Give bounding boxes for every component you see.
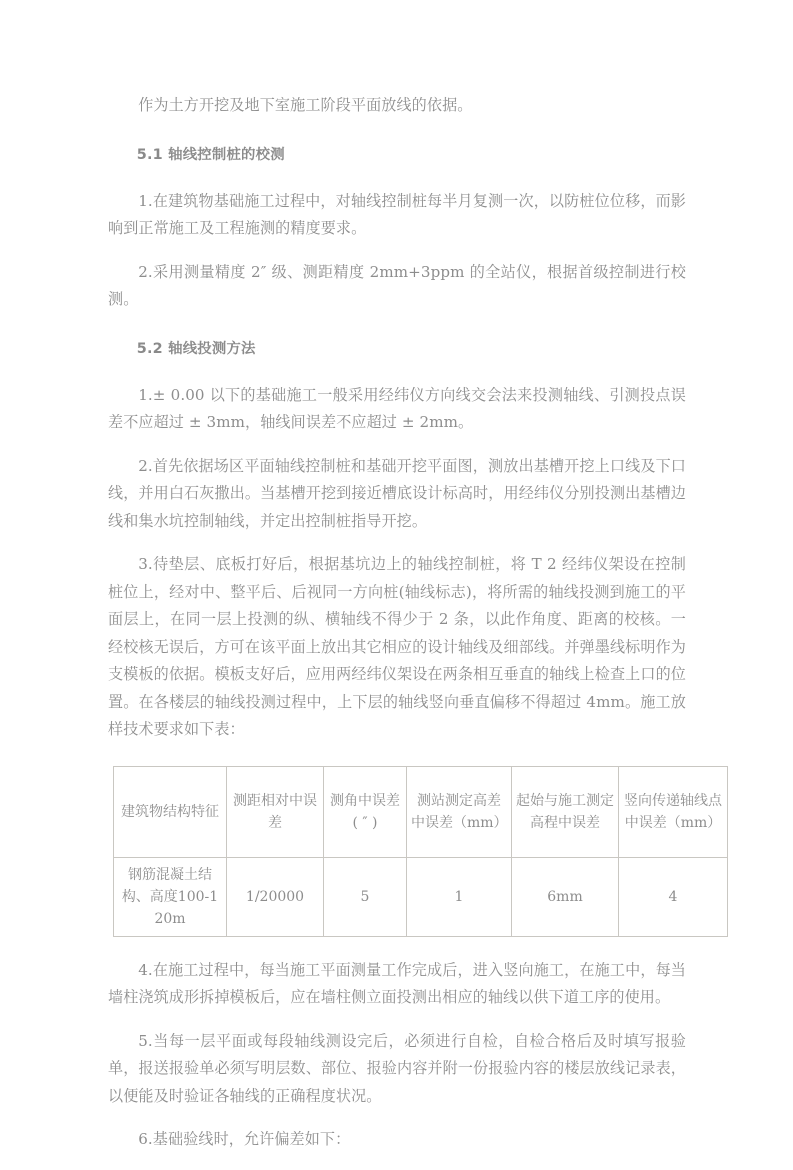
section-5-2-paragraph-4: 4.在施工过程中，每当施工平面测量工作完成后，进入竖向施工，在施工中，每当墙柱浇筑成形拆掉模板后，应在墙柱侧立面投测出相应的轴线以供下道工序的使用。 — [108, 960, 686, 1006]
section-5-2-paragraph-1: 1.± 0.00 以下的基础施工一般采用经纬仪方向线交会法来投测轴线、引测投点误差不应超过 ± 3mm，轴线间误差不应超过 ± 2mm。 — [108, 385, 686, 431]
construction-tolerance-table — [113, 766, 728, 937]
table-header-cell-5: 竖向传递轴线点中误差（mm） — [619, 766, 728, 857]
table-header-cell-4: 起始与施工测定高程中误差 — [512, 766, 619, 857]
table-cell-angle-error: 5 — [324, 857, 407, 936]
table-cell-station-height-error: 1 — [407, 857, 512, 936]
table-cell-distance-error: 1/20000 — [227, 857, 324, 936]
table-header-cell-2: 测角中误差( ″ ) — [324, 766, 407, 857]
section-5-2-paragraph-5: 5.当每一层平面或每段轴线测设完后，必须进行自检，自检合格后及时填写报验单，报送报验单必须写明层数、部位、报验内容并附一份报验内容的楼层放线记录表，以便能及时验证各轴线的正确程度状况。 — [108, 1031, 686, 1105]
section-5-2-paragraph-3: 3.待垫层、底板打好后，根据基坑边上的轴线控制桩，将 T 2 经纬仪架设在控制桩位上，经对中、整平后、后视同一方向桩(轴线标志)，将所需的轴线投测到施工的平面层上，在同一层上投测的纵、横轴线不得少于 2 条，以此作角度、距离的校核。一经校核无误后，方可在该平面上放出其它相应的设计轴线及细部线。并弹墨线标明作为支模板的依据。模板支好后，应用两经纬仪架设在两条相互垂直的轴线上检查上口的位置。在各楼层的轴线投测过程中，上下层的轴线竖向垂直偏移不得超过 4mm。施工放样技术要求如下表： — [108, 555, 686, 738]
section-heading-5-2: 5.2 轴线投测方法 — [136, 340, 256, 357]
table-header-cell-3: 测站测定高差中误差（mm） — [407, 766, 512, 857]
table-header-cell-0: 建筑物结构特征 — [114, 766, 227, 857]
table-row — [114, 857, 728, 936]
section-5-1-paragraph-1: 1.在建筑物基础施工过程中，对轴线控制桩每半月复测一次，以防桩位位移，而影响到正常施工及工程施测的精度要求。 — [108, 191, 686, 237]
section-5-2-paragraph-6: 6.基础验线时，允许偏差如下： — [138, 1130, 351, 1148]
section-heading-5-1: 5.1 轴线控制桩的校测 — [136, 146, 285, 163]
table-cell-elevation-error: 6mm — [512, 857, 619, 936]
section-5-2-paragraph-2: 2.首先依据场区平面轴线控制桩和基础开挖平面图，测放出基槽开挖上口线及下口线，并用白石灰撒出。当基槽开挖到接近槽底设计标高时，用经纬仪分别投测出基槽边线和集水坑控制轴线，并定出控制桩指导开挖。 — [108, 456, 686, 530]
table-header-row — [114, 766, 728, 857]
table-cell-structure: 钢筋混凝土结构、高度100-120m — [114, 857, 227, 936]
spec-table-wrapper — [113, 766, 722, 937]
section-5-1-paragraph-2: 2.采用测量精度 2″ 级、测距精度 2mm+3ppm 的全站仪，根据首级控制进行校测。 — [108, 262, 686, 308]
document-content — [108, 92, 722, 1170]
table-header-cell-1: 测距相对中误差 — [227, 766, 324, 857]
intro-paragraph: 作为土方开挖及地下室施工阶段平面放线的依据。 — [138, 96, 473, 114]
table-cell-vertical-transfer-error: 4 — [619, 857, 728, 936]
